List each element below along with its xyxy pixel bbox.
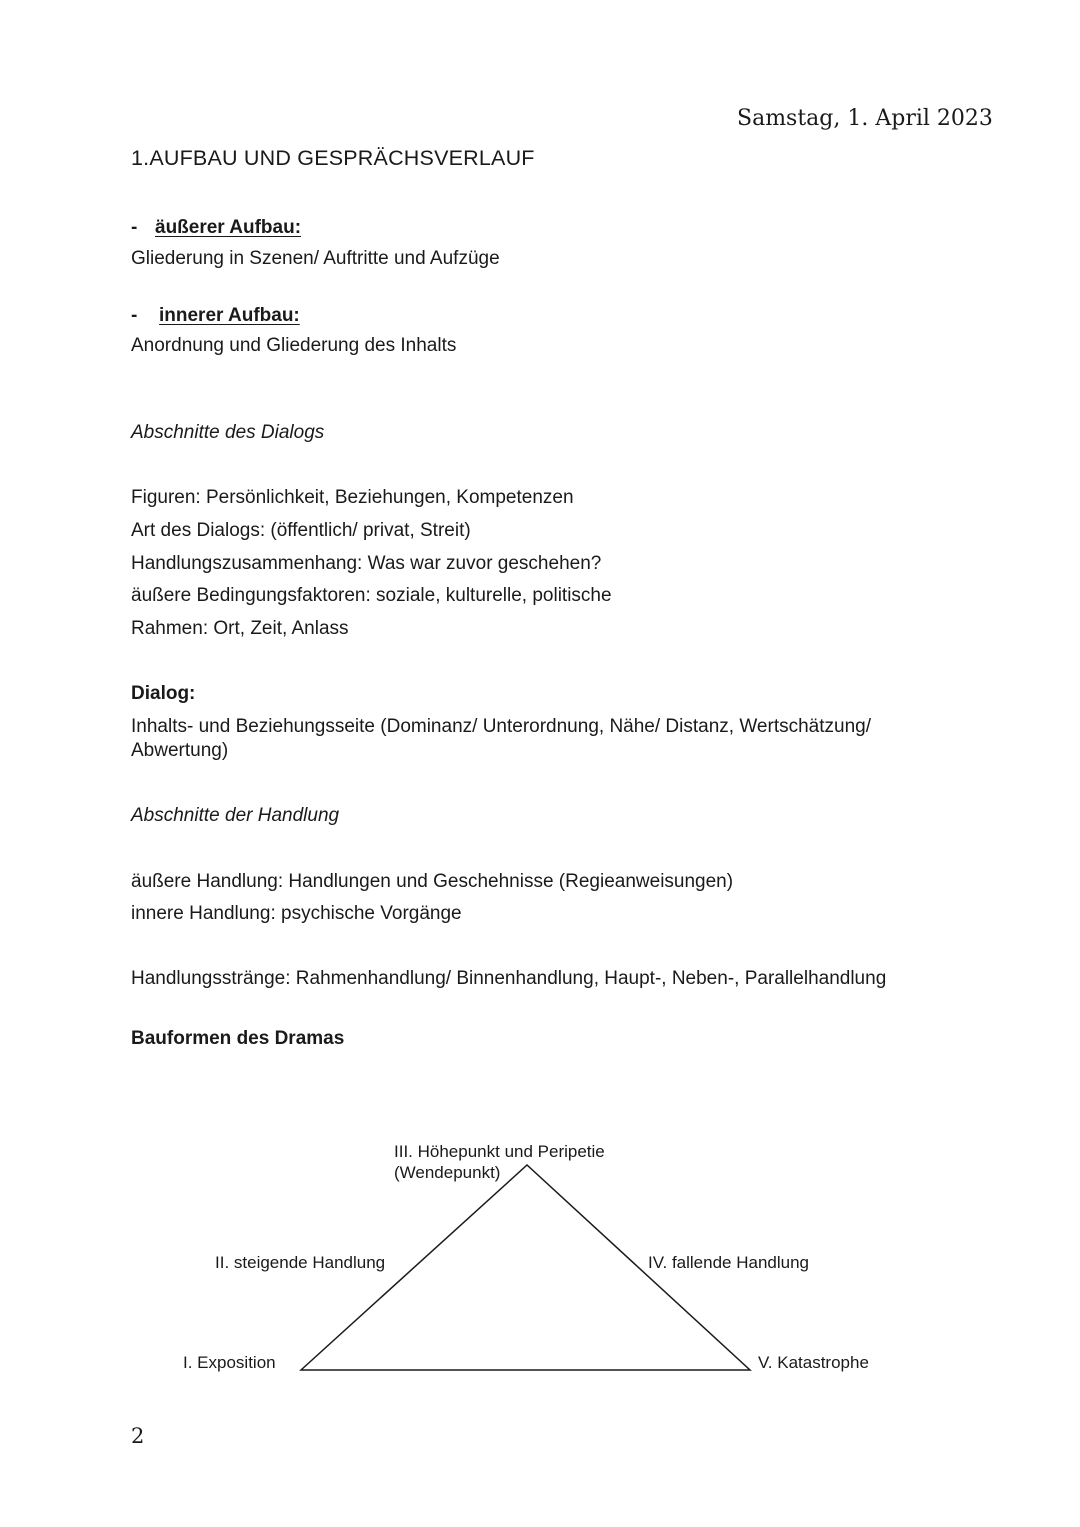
bullet-dash: -: [131, 217, 138, 238]
date: Samstag, 1. April 2023: [737, 106, 993, 131]
rising-action-label: II. steigende Handlung: [215, 1253, 386, 1272]
page-title: 1.AUFBAU UND GESPRÄCHSVERLAUF: [131, 146, 535, 170]
falling-action-label: IV. fallende Handlung: [648, 1253, 810, 1272]
inner-structure-label: innerer Aufbau:: [159, 305, 300, 326]
plot-sections-title: Abschnitte der Handlung: [131, 805, 340, 826]
plot-line: äußere Handlung: Handlungen und Geschehnisse (Regieanweisungen): [131, 871, 734, 892]
outer-structure-text: Gliederung in Szenen/ Auftritte und Aufzüge: [131, 248, 500, 269]
dialog-heading: Dialog:: [131, 683, 196, 704]
plot-line: innere Handlung: psychische Vorgänge: [131, 903, 462, 924]
outer-structure-label: äußerer Aufbau:: [155, 217, 302, 238]
plot-strands: Handlungsstränge: Rahmenhandlung/ Binnenhandlung, Haupt-, Neben-, Parallelhandlung: [131, 968, 887, 989]
dialog-text: Inhalts- und Beziehungsseite (Dominanz/ Unterordnung, Nähe/ Distanz, Wertschätzung/ Abwertung): [131, 716, 871, 761]
bullet-dash: -: [131, 305, 138, 326]
dialog-line: Handlungszusammenhang: Was war zuvor geschehen?: [131, 553, 602, 574]
dialog-line: Rahmen: Ort, Zeit, Anlass: [131, 618, 349, 639]
dialog-line: Figuren: Persönlichkeit, Beziehungen, Kompetenzen: [131, 487, 574, 508]
peak-label-sub: (Wendepunkt): [394, 1163, 501, 1182]
catastrophe-label: V. Katastrophe: [758, 1353, 869, 1372]
exposition-label: I. Exposition: [183, 1353, 276, 1372]
dialog-line: Art des Dialogs: (öffentlich/ privat, Streit): [131, 520, 471, 541]
peak-label: III. Höhepunkt und Peripetie: [394, 1142, 605, 1161]
page-number: 2: [131, 1424, 145, 1448]
dialog-line: äußere Bedingungsfaktoren: soziale, kulturelle, politische: [131, 585, 612, 606]
dialog-sections-title: Abschnitte des Dialogs: [131, 422, 325, 443]
inner-structure-text: Anordnung und Gliederung des Inhalts: [131, 335, 457, 356]
drama-heading: Bauformen des Dramas: [131, 1028, 345, 1049]
